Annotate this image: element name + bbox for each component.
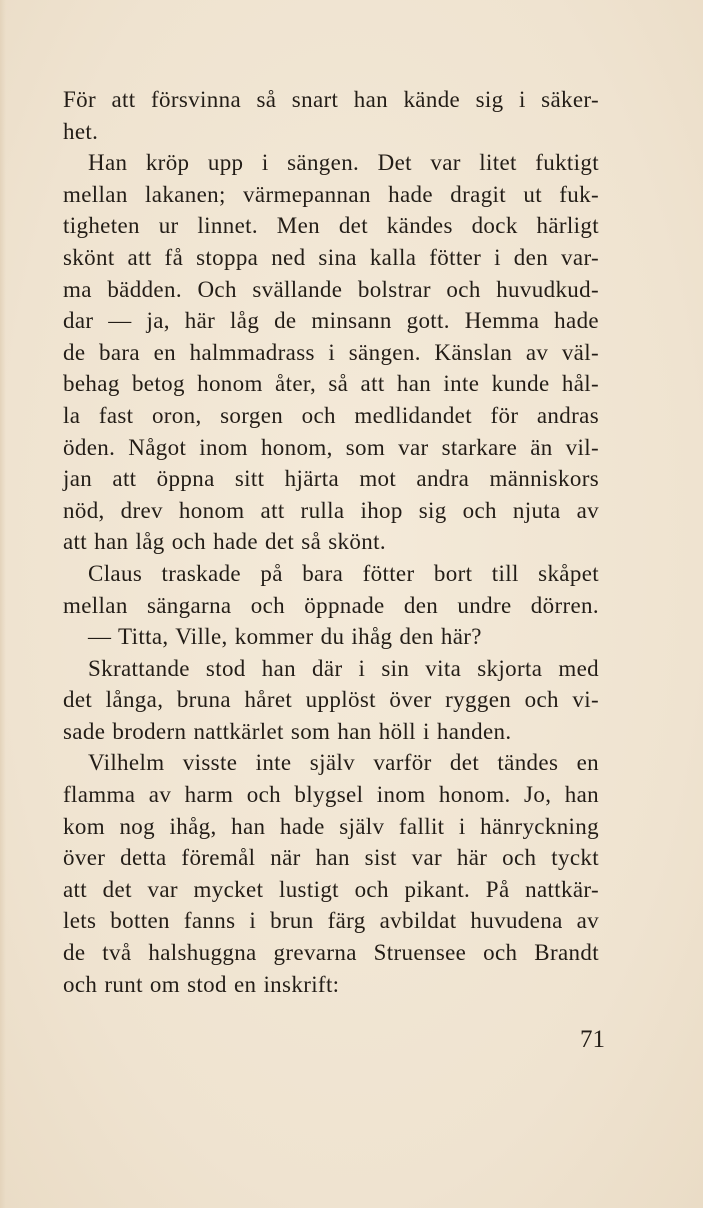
text-line: lets botten fanns i brun färg avbildat huvudena av [63,908,599,934]
text-line: — Titta, Ville, kommer du ihåg den här? [88,624,482,650]
text-line: het. [63,118,99,144]
text-line: flamma av harm och blygsel inom honom. Jo, han [63,782,599,808]
text-line: sade brodern nattkärlet som han höll i handen. [63,718,512,744]
body-text [63,84,599,1000]
text-line: kom nog ihåg, han hade själv fallit i hänryckning [63,813,599,839]
text-line: Skrattande stod han där i sin vita skjorta med [88,655,599,681]
text-line: ma bädden. Och svällande bolstrar och huvudkud- [63,276,599,302]
text-line: tigheten ur linnet. Men det kändes dock härligt [63,213,599,239]
text-line: mellan sängarna och öppnade den undre dörren. [63,592,599,618]
text-line: mellan lakanen; värmepannan hade dragit ut fuk- [63,181,599,207]
text-line: och runt om stod en inskrift: [63,971,340,997]
text-line: de två halshuggna grevarna Struensee och Brandt [63,940,599,966]
text-line: Vilhelm visste inte själv varför det tändes en [88,750,599,776]
text-line: Han kröp upp i sängen. Det var litet fuktigt [88,150,599,176]
page-edge-shadow [0,0,6,1208]
text-line: dar — ja, här låg de minsann gott. Hemma hade [63,308,599,334]
text-line: det långa, bruna håret upplöst över ryggen och vi- [63,687,599,713]
text-line: över detta föremål när han sist var här och tyckt [63,845,599,871]
page-number: 71 [580,1026,605,1053]
text-line: de bara en halmmadrass i sängen. Känslan av väl- [63,339,599,365]
text-line: nöd, drev honom att rulla ihop sig och njuta av [63,497,599,523]
text-line: För att försvinna så snart han kände sig i säker- [63,87,599,112]
text-line: la fast oron, sorgen och medlidandet för andras [63,402,599,428]
text-line: skönt att få stoppa ned sina kalla fötter i den var- [63,244,599,270]
text-line: jan att öppna sitt hjärta mot andra människors [63,466,599,492]
text-line: Claus traskade på bara fötter bort till skåpet [88,560,599,586]
text-line: att det var mycket lustigt och pikant. På nattkär- [63,876,599,902]
text-line: öden. Något inom honom, som var starkare än vil- [63,434,599,460]
text-line: behag betog honom åter, så att han inte kunde hål- [63,371,599,397]
text-line: att han låg och hade det så skönt. [63,529,386,555]
